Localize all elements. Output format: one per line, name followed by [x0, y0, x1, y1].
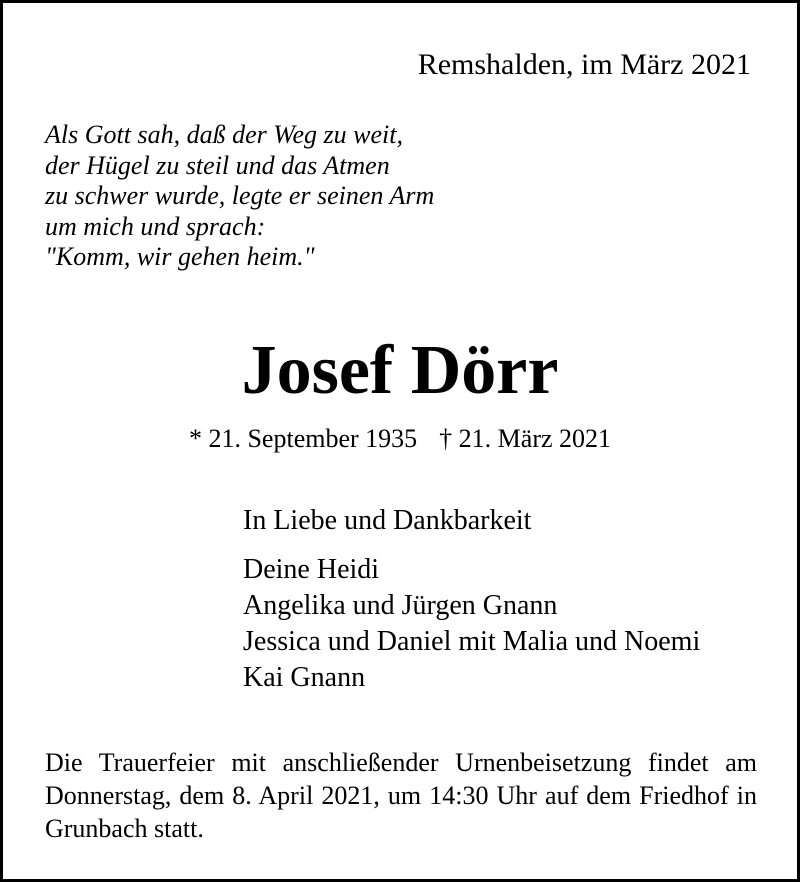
birth-date: * 21. September 1935 [188, 424, 418, 453]
place-date: Remshalden, im März 2021 [417, 48, 751, 81]
deceased-name: Josef Dörr [241, 332, 559, 409]
poem [45, 120, 434, 273]
poem-line: zu schwer wurde, legte er seinen Arm [45, 181, 435, 211]
life-dates [3, 423, 797, 455]
family-member: Jessica und Daniel mit Malia und Noemi [243, 626, 701, 657]
family-block [243, 503, 700, 696]
poem-line: der Hügel zu steil und das Atmen [45, 150, 390, 180]
poem-line: Als Gott sah, daß der Weg zu weit, [45, 120, 403, 149]
poem-line: "Komm, wir gehen heim." [45, 242, 315, 272]
family-intro: In Liebe und Dankbarkeit [243, 505, 532, 536]
family-member: Kai Gnann [243, 662, 366, 693]
funeral-notice: Die Trauerfeier mit anschließender Urnenbeisetzung findet am Donnerstag, dem 8. April 2021, um 14:30 Uhr auf dem Friedhof in Grunbach statt. [45, 748, 757, 843]
poem-line: um mich und sprach: [45, 211, 266, 241]
death-date: † 21. März 2021 [439, 424, 612, 453]
family-member: Deine Heidi [243, 554, 380, 585]
family-member: Angelika und Jürgen Gnann [243, 590, 558, 621]
